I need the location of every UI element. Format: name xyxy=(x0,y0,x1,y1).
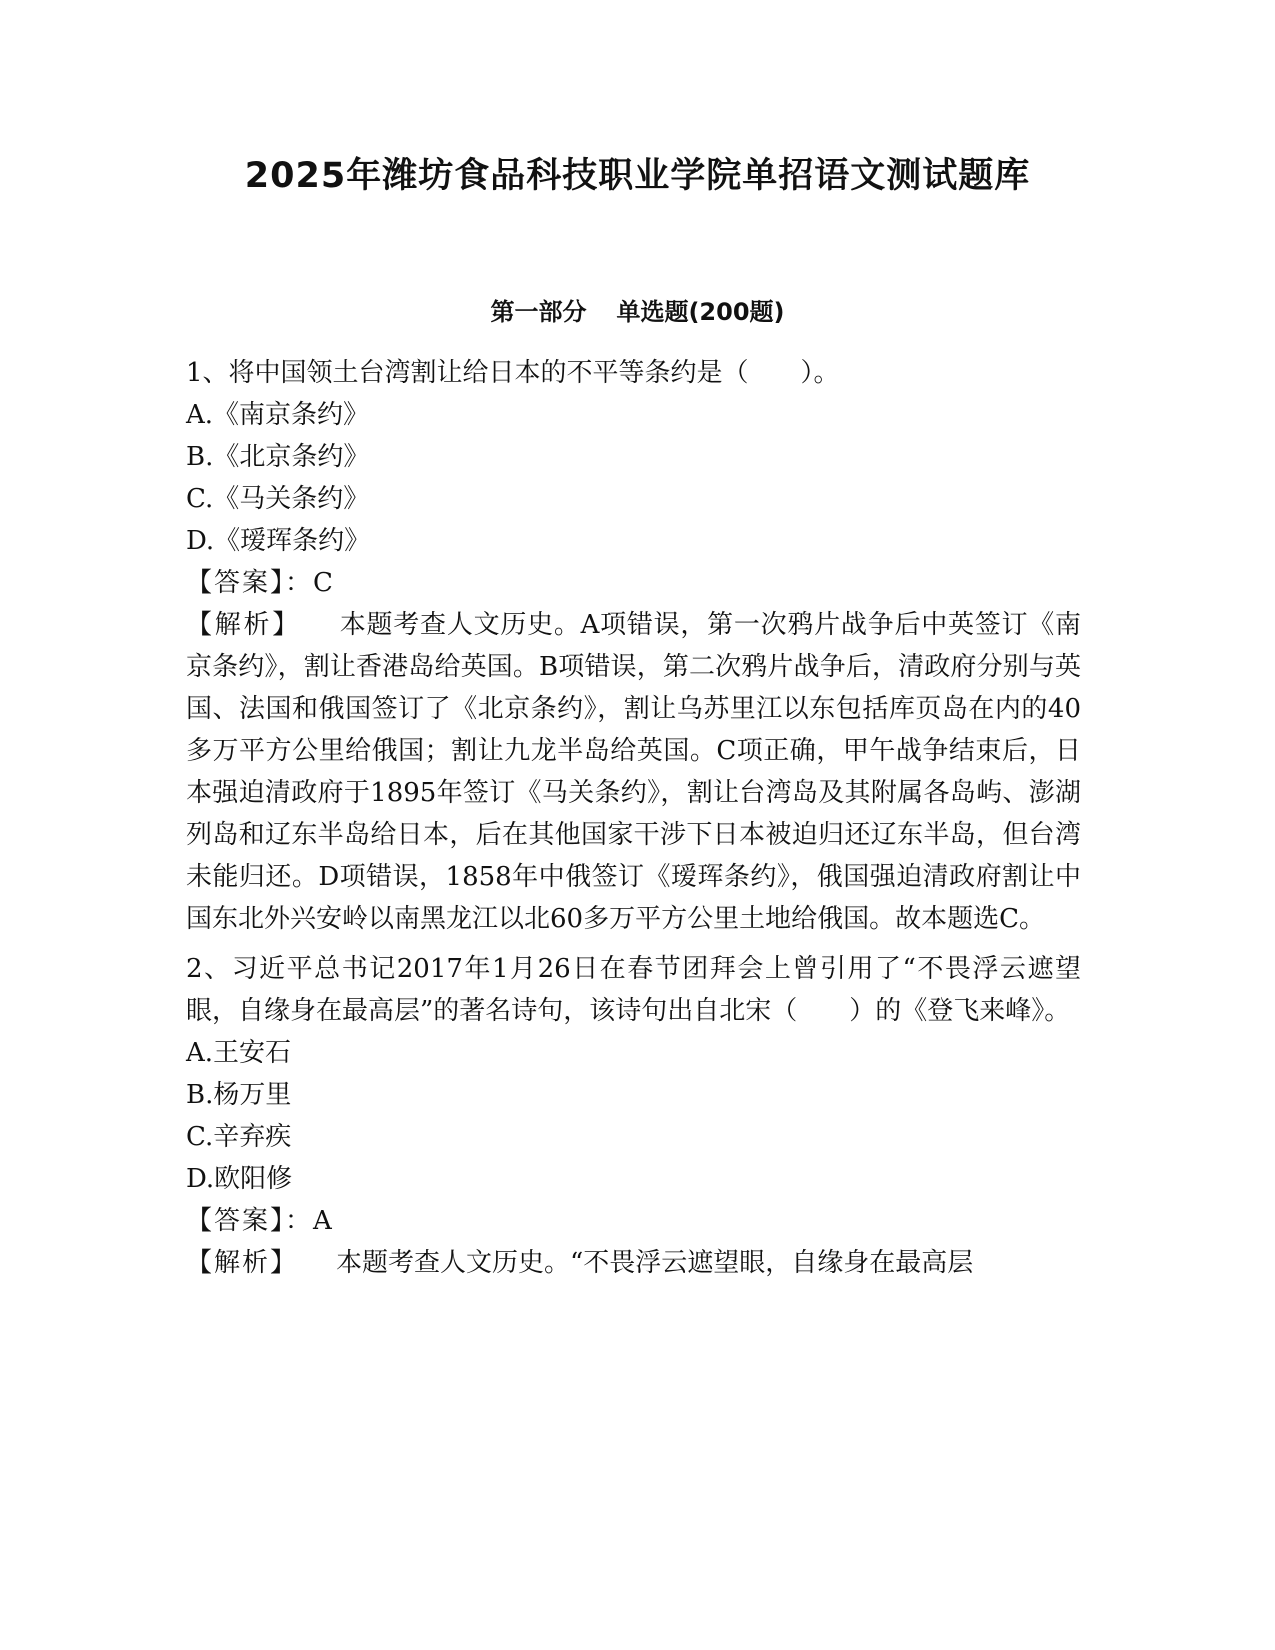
question-stem: 2、习近平总书记2017年1月26日在春节团拜会上曾引用了“不畏浮云遮望眼，自缘身在最高层”的著名诗句，该诗句出自北宋（ ）的《登飞来峰》。 xyxy=(186,954,1081,1026)
question-stem: 1、将中国领土台湾割让给日本的不平等条约是（ ）。 xyxy=(186,358,840,388)
explanation-text: 本题考查人文历史。“不畏浮云遮望眼，自缘身在最高层 xyxy=(336,1248,974,1278)
question-list xyxy=(186,352,1081,1284)
answer-label: 【答案】： xyxy=(186,1206,314,1236)
option-d: D.《瑷珲条约》 xyxy=(186,526,371,556)
document-title: 2025年潍坊食品科技职业学院单招语文测试题库 xyxy=(244,156,1031,196)
explanation xyxy=(186,604,1081,940)
explanation-label: 【解析】 xyxy=(186,1248,299,1278)
option-d: D.欧阳修 xyxy=(186,1164,293,1194)
section-part: 第一部分 xyxy=(490,298,587,326)
answer-value: A xyxy=(313,1206,332,1236)
explanation-text: 本题考查人文历史。A项错误，第一次鸦片战争后中英签订《南京条约》，割让香港岛给英国。B项错误，第二次鸦片战争后，清政府分别与英国、法国和俄国签订了《北京条约》，割让乌苏里江以东包括库页岛在内的40多万平方公里给俄国；割让九龙半岛给英国。C项正确，甲午战争结束后，日本强迫清政府于1895年签订《马关条约》，割让台湾岛及其附属各岛屿、澎湖列岛和辽东半岛给日本，后在其他国家干涉下日本被迫归还辽东半岛，但台湾未能归还。D项错误，1858年中俄签订《瑷珲条约》，俄国强迫清政府割让中国东北外兴安岭以南黑龙江以北60多万平方公里土地给俄国。故本题选C。 xyxy=(186,610,1081,934)
option-b: B.《北京条约》 xyxy=(186,442,370,472)
answer-line xyxy=(186,562,1081,604)
question-1 xyxy=(186,352,1081,940)
option-c: C.辛弃疾 xyxy=(186,1122,292,1152)
section-name: 单选题(200题) xyxy=(616,298,785,326)
explanation-label: 【解析】 xyxy=(186,610,302,640)
answer-line xyxy=(186,1200,1081,1242)
option-c: C.《马关条约》 xyxy=(186,484,370,514)
option-a: A.《南京条约》 xyxy=(186,400,370,430)
question-2 xyxy=(186,948,1081,1284)
option-b: B.杨万里 xyxy=(186,1080,292,1110)
explanation xyxy=(186,1242,1081,1284)
answer-label: 【答案】： xyxy=(186,568,314,598)
section-title xyxy=(0,292,1275,327)
answer-value: C xyxy=(313,568,333,598)
option-a: A.王安石 xyxy=(186,1038,292,1068)
